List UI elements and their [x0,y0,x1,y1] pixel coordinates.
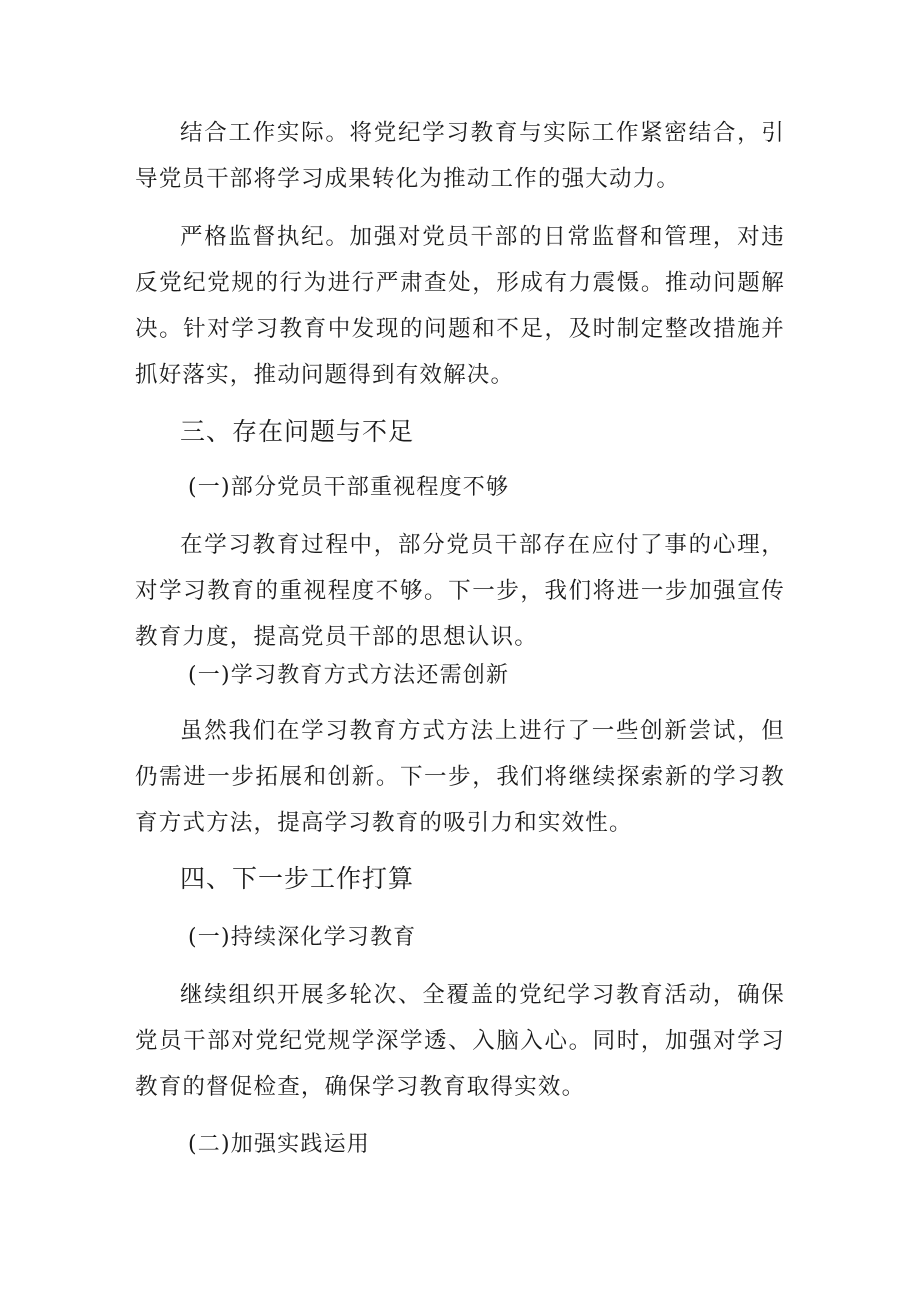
paragraph-importance: 在学习教育过程中，部分党员干部存在应付了事的心理，对学习教育的重视程度不够。下一步，我们将进一步加强宣传教育力度，提高党员干部的思想认识。 [135,532,785,650]
section-heading-problems: 三、存在问题与不足 [180,417,415,446]
section-heading-next-steps: 四、下一步工作打算 [180,864,415,893]
subheading-practice: (二)加强实践运用 [188,1132,370,1157]
subheading-deepen-study: (一)持续深化学习教育 [188,925,417,950]
paragraph-methods: 虽然我们在学习教育方式方法上进行了一些创新尝试，但仍需进一步拓展和创新。下一步，我们将继续探索新的学习教育方式方法，提高学习教育的吸引力和实效性。 [135,718,785,836]
paragraph-deepen-study: 继续组织开展多轮次、全覆盖的党纪学习教育活动，确保党员干部对党纪党规学深学透、入脑入心。同时，加强对学习教育的督促检查，确保学习教育取得实效。 [135,982,785,1100]
subheading-importance: (一)部分党员干部重视程度不够 [188,475,510,500]
paragraph-supervision: 严格监督执纪。加强对党员干部的日常监督和管理，对违反党纪党规的行为进行严肃查处，形成有力震慑。推动问题解决。针对学习教育中发现的问题和不足，及时制定整改措施并抓好落实，推动问题得到有效解决。 [135,224,785,388]
subheading-methods: (一)学习教育方式方法还需创新 [188,663,510,688]
paragraph-work-practice: 结合工作实际。将党纪学习教育与实际工作紧密结合，引导党员干部将学习成果转化为推动工作的强大动力。 [135,120,785,192]
